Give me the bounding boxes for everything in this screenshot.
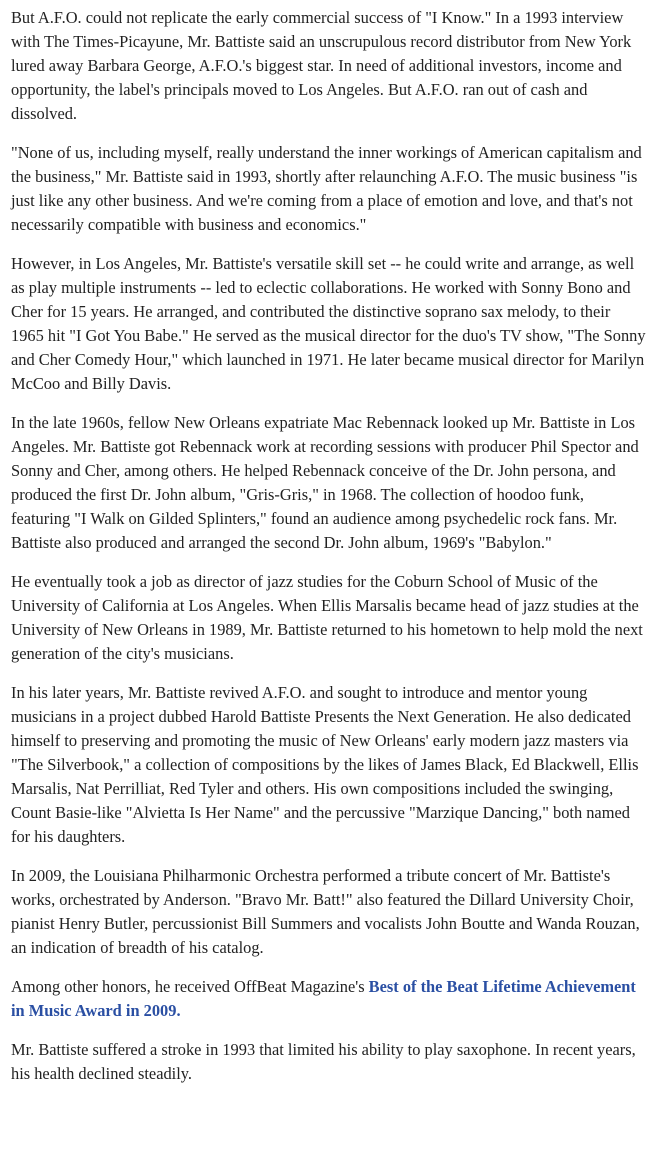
paragraph-closing: Mr. Battiste suffered a stroke in 1993 that limited his ability to play saxophone. In recent years, his health declined steadily. — [11, 1040, 636, 1083]
honors-prefix: Among other honors, he received OffBeat Magazine's — [11, 977, 369, 996]
article-body — [0, 6, 647, 1086]
paragraph-business-quote: "None of us, including myself, really understand the inner workings of American capitalism and the business," Mr. Battiste said in 1993, shortly after relaunching A.F.O. The music business "is just like any other business. And we're coming from a place of emotion and love, and that's not necessarily compatible with business and economics." — [11, 143, 642, 234]
paragraph-tribute-concert: In 2009, the Louisiana Philharmonic Orchestra performed a tribute concert of Mr. Battiste's works, orchestrated by Anderson. "Bravo Mr. Batt!" also featured the Dillard University Choir, pianist Henry Butler, percussionist Bill Summers and vocalists John Boutte and Wanda Rouzan, an indication of breadth of his catalog. — [11, 866, 640, 957]
paragraph-sonny-cher: However, in Los Angeles, Mr. Battiste's versatile skill set -- he could write and arrange, as well as play multiple instruments -- led to eclectic collaborations. He worked with Sonny Bono and Cher for 15 years. He arranged, and contributed the distinctive soprano sax melody, to their 1965 hit "I Got You Babe." He served as the musical director for the duo's TV show, "The Sonny and Cher Comedy Hour," which launched in 1971. He later became musical director for Marilyn McCoo and Billy Davis. — [11, 254, 646, 393]
best-of-the-beat-award-link[interactable]: Best of the Beat Lifetime Achievement in Music Award in 2009. — [11, 977, 636, 1020]
paragraph-honors — [11, 975, 647, 1023]
paragraph-later-years: In his later years, Mr. Battiste revived A.F.O. and sought to introduce and mentor young musicians in a project dubbed Harold Battiste Presents the Next Generation. He also dedicated himself to preserving and promoting the music of New Orleans' early modern jazz masters via "The Silverbook," a collection of compositions by the likes of James Black, Ed Blackwell, Ellis Marsalis, Nat Perrilliat, Red Tyler and others. His own compositions included the swinging, Count Basie-like "Alvietta Is Her Name" and the percussive "Marzique Dancing," both named for his daughters. — [11, 683, 639, 846]
paragraph-dr-john: In the late 1960s, fellow New Orleans expatriate Mac Rebennack looked up Mr. Battiste in Los Angeles. Mr. Battiste got Rebennack work at recording sessions with producer Phil Spector and Sonny and Cher, among others. He helped Rebennack conceive of the Dr. John persona, and produced the first Dr. John album, "Gris-Gris," in 1968. The collection of hoodoo funk, featuring "I Walk on Gilded Splinters," found an audience among psychedelic rock fans. Mr. Battiste also produced and arranged the second Dr. John album, 1969's "Babylon." — [11, 413, 639, 552]
paragraph-afo-decline: But A.F.O. could not replicate the early commercial success of "I Know." In a 1993 interview with The Times-Picayune, Mr. Battiste said an unscrupulous record distributor from New York lured away Barbara George, A.F.O.'s biggest star. In need of additional investors, income and opportunity, the label's principals moved to Los Angeles. But A.F.O. ran out of cash and dissolved. — [11, 8, 632, 123]
paragraph-jazz-studies: He eventually took a job as director of jazz studies for the Coburn School of Music of the University of California at Los Angeles. When Ellis Marsalis became head of jazz studies at the University of New Orleans in 1989, Mr. Battiste returned to his hometown to help mold the next generation of the city's musicians. — [11, 572, 643, 663]
